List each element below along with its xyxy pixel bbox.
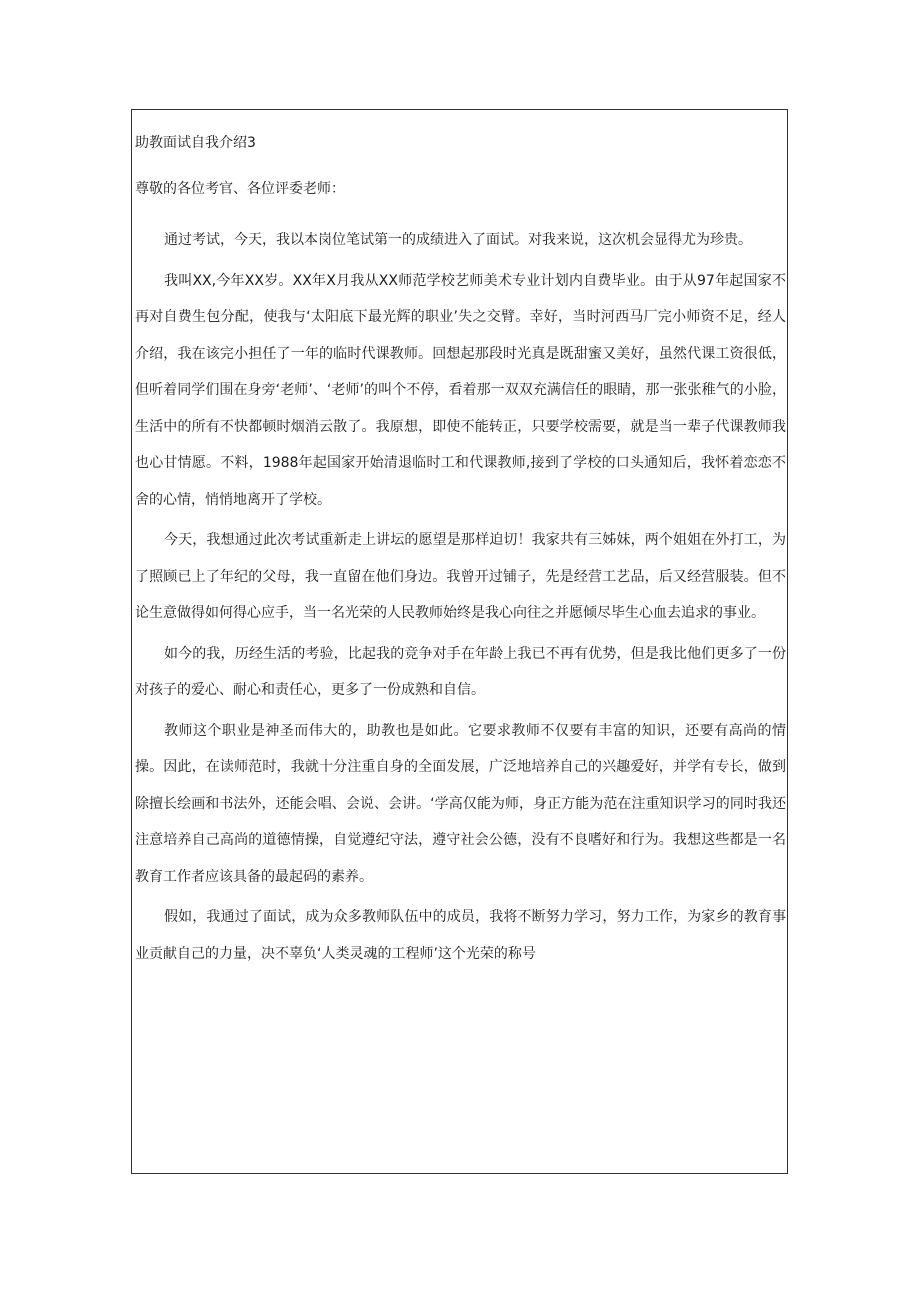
paragraph-closing: 假如，我通过了面试，成为众多教师队伍中的成员，我将不断努力学习，努力工作，为家乡的教育事业贡献自己的力量，决不辜负‘人类灵魂的工程师’这个光荣的称号 [135,909,786,962]
paragraph-intro: 通过考试，今天，我以本岗位笔试第一的成绩进入了面试。对我来说，这次机会显得尤为珍贵。 [164,232,752,248]
paragraph-ethics: 教师这个职业是神圣而伟大的，助教也是如此。它要求教师不仅要有丰富的知识，还要有高尚的情操。因此，在读师范时，我就十分注重自身的全面发展，广泛地培养自己的兴趣爱好，并学有专长，做到除擅长绘画和书法外，还能会唱、会说、会讲。‘学高仅能为师，身正方能为范在注重知识学习的同时我还注意培养自己高尚的道德情操，自觉遵纪守法，遵守社会公德，没有不良嗜好和行为。我想这些都是一名教育工作者应该具备的最起码的素养。 [135,722,786,885]
paragraph-strengths: 如今的我，历经生活的考验，比起我的竞争对手在年龄上我已不再有优势，但是我比他们更多了一份对孩子的爱心、耐心和责任心，更多了一份成熟和自信。 [135,645,786,698]
salutation: 尊敬的各位考官、各位评委老师： [135,181,345,197]
paragraph-background: 我叫XX,今年XX岁。XX年X月我从XX师范学校艺师美术专业计划内自费毕业。由于从97年起国家不再对自费生包分配，使我与‘太阳底下最光辉的职业’失之交臂。幸好，当时河西马厂完小师资不足，经人介绍，我在该完小担任了一年的临时代课教师。回想起那段时光真是既甜蜜又美好，虽然代课工资很低，但听着同学们围在身旁‘老师’、‘老师’的叫个不停，看着那一双双充满信任的眼睛，那一张张稚气的小脸，生活中的所有不快都顿时烟消云散了。我原想，即使不能转正，只要学校需要，就是当一辈子代课教师我也心甘情愿。不料，1988年起国家开始清退临时工和代课教师,接到了学校的口头通知后，我怀着恋恋不舍的心情，悄悄地离开了学校。 [135,272,786,508]
document-title: 助教面试自我介绍3 [135,135,256,151]
document-body [135,128,786,976]
paragraph-motivation: 今天，我想通过此次考试重新走上讲坛的愿望是那样迫切！我家共有三姊妹，两个姐姐在外打工，为了照顾已上了年纪的父母，我一直留在他们身边。我曾开过铺子，先是经营工艺品，后又经营服装。但不论生意做得如何得心应手，当一名光荣的人民教师始终是我心向往之并愿倾尽毕生心血去追求的事业。 [135,532,786,621]
